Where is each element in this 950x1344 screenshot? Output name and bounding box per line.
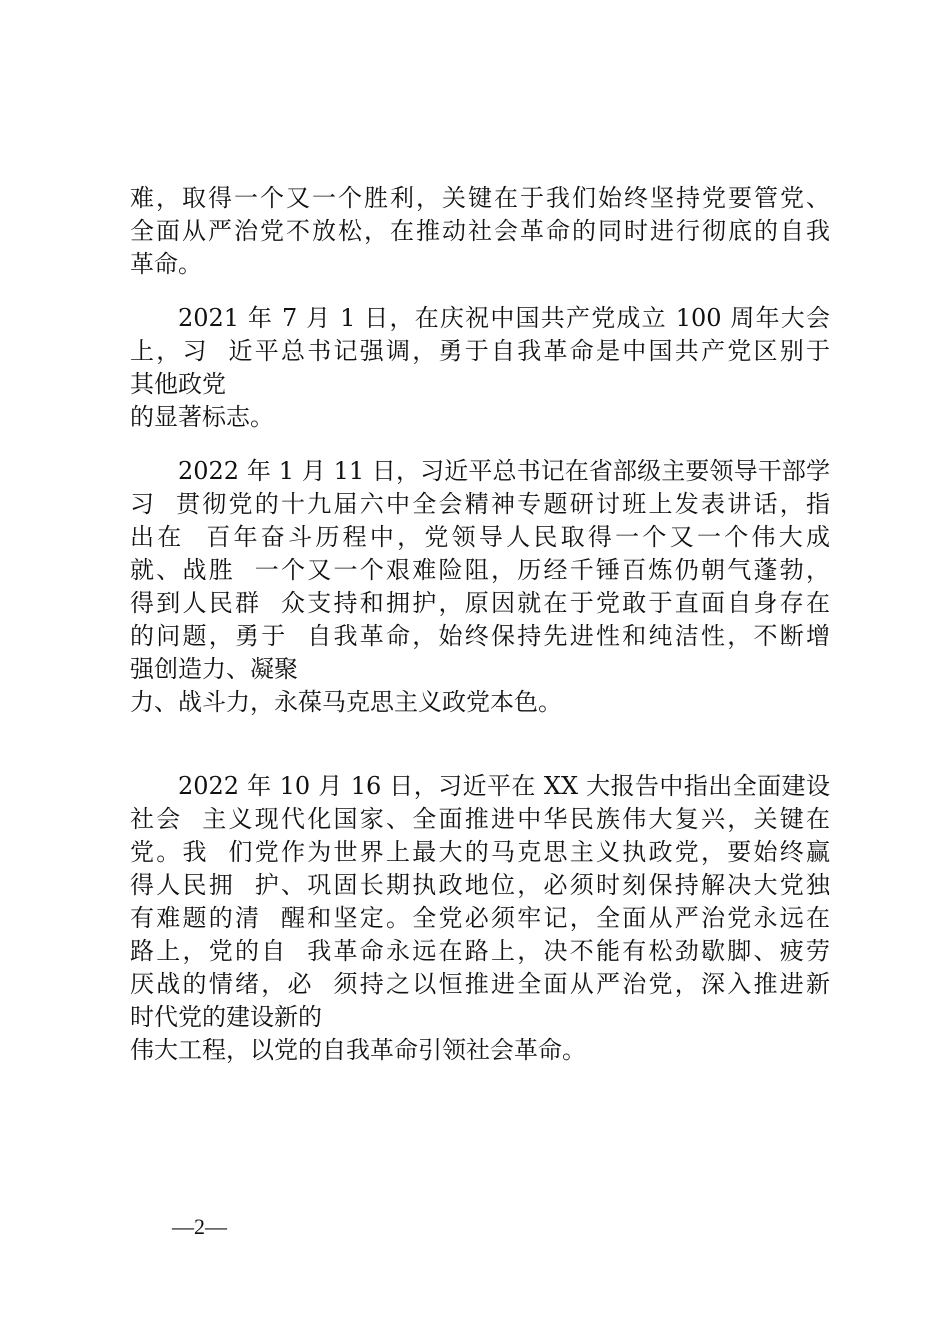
paragraph-line: 其他政党 [130,371,226,398]
paragraph-line: 伟大工程，以党的自我革命引领社会革命。 [130,1037,586,1064]
paragraph-line: 路上，党的自 我革命永远在路上，决不能有松劲歇脚、疲劳 [130,938,830,965]
paragraph-line: 力、战斗力，永葆马克思主义政党本色。 [130,689,562,716]
paragraph-line: 强创造力、凝聚 [130,656,298,683]
paragraph-1 [130,185,830,284]
paragraph-line: 上，习 近平总书记强调，勇于自我革命是中国共产党区别于 [130,338,830,365]
paragraph-line: 就、战胜 一个又一个艰难险阻，历经千锤百炼仍朝气蓬勃， [130,557,830,584]
paragraph-line: 有难题的清 醒和坚定。全党必须牢记，全面从严治党永远在 [130,905,830,932]
paragraph-line: 时代党的建设新的 [130,1004,322,1031]
paragraph-2 [130,305,830,437]
paragraph-3 [130,458,830,722]
paragraph-line: 得人民拥 护、巩固长期执政地位，必须时刻保持解决大党独 [130,872,830,899]
paragraph-line: 革命。 [130,251,202,278]
paragraph-line: 习 贯彻党的十九届六中全会精神专题研讨班上发表讲话，指 [130,491,830,518]
paragraph-line: 2022 年 1 月 11 日，习近平总书记在省部级主要领导干部学 [178,458,830,485]
paragraph-line: 2022 年 10 月 16 日，习近平在 XX 大报告中指出全面建设 [178,773,830,800]
paragraph-line: 社会 主义现代化国家、全面推进中华民族伟大复兴，关键在 [130,806,830,833]
paragraph-line: 2021 年 7 月 1 日，在庆祝中国共产党成立 100 周年大会 [178,305,830,332]
paragraph-line: 得到人民群 众支持和拥护，原因就在于党敢于直面自身存在 [130,590,830,617]
paragraph-line: 厌战的情绪，必 须持之以恒推进全面从严治党，深入推进新 [130,971,830,998]
paragraph-line: 的问题，勇于 自我革命，始终保持先进性和纯洁性，不断增 [130,623,830,650]
paragraph-line: 难，取得一个又一个胜利，关键在于我们始终坚持党要管党、 [130,185,830,212]
paragraph-line: 的显著标志。 [130,404,274,431]
paragraph-line: 党。我 们党作为世界上最大的马克思主义执政党，要始终赢 [130,839,830,866]
page-number: —2— [172,1214,227,1239]
paragraph-line: 全面从严治党不放松，在推动社会革命的同时进行彻底的自我 [130,218,830,245]
paragraph-4 [130,773,830,1070]
paragraph-line: 出在 百年奋斗历程中，党领导人民取得一个又一个伟大成 [130,524,830,551]
